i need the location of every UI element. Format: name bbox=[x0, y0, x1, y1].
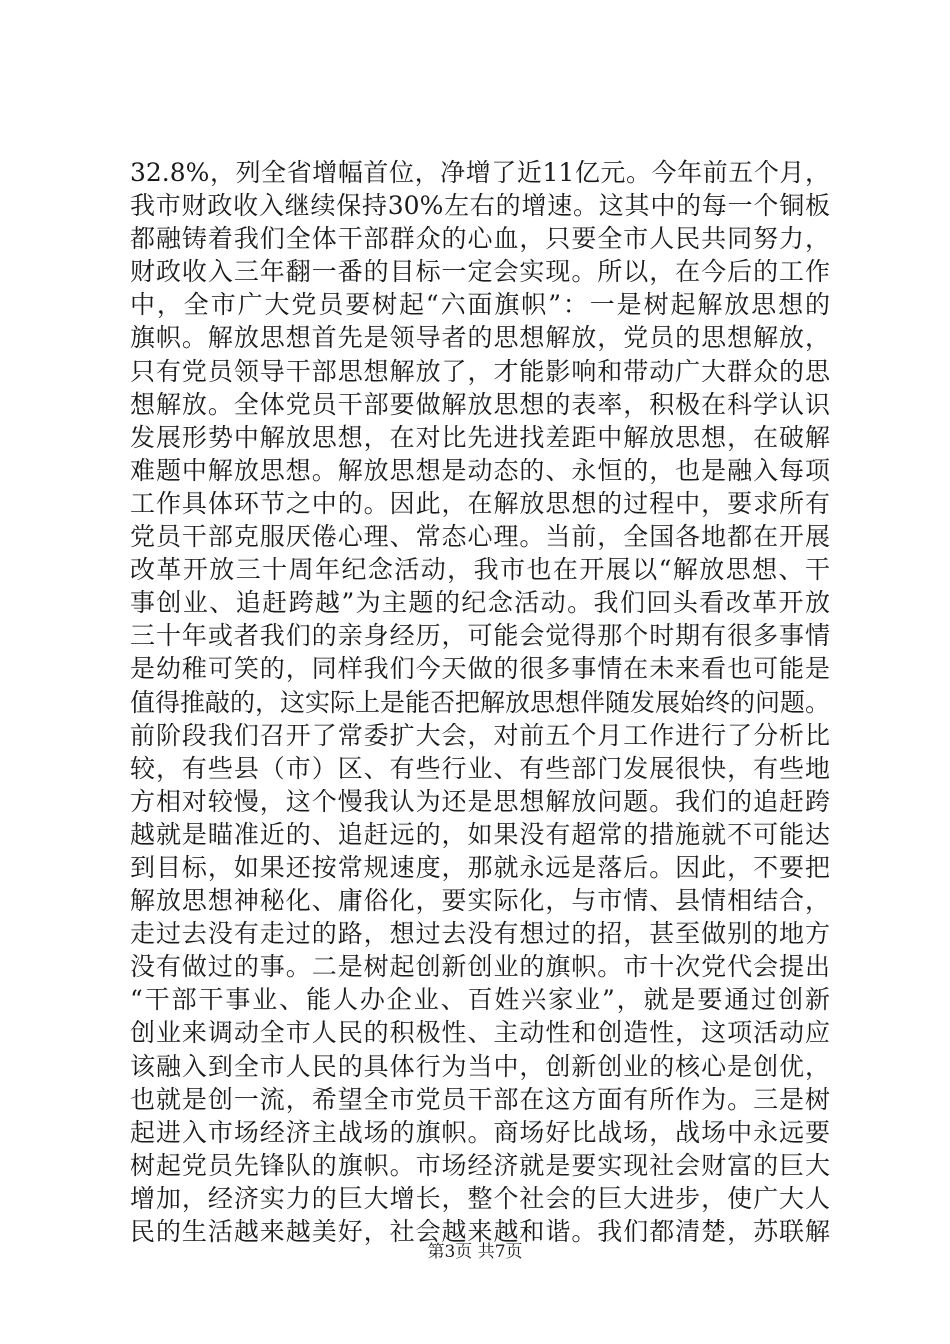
text-line: 民的生活越来越美好，社会越来越和谐。我们都清楚，苏联解 bbox=[130, 1217, 830, 1246]
text-line: 三十年或者我们的亲身经历，可能会觉得那个时期有很多事情 bbox=[130, 621, 830, 651]
text-line: 只有党员领导干部思想解放了，才能影响和带动广大群众的思 bbox=[130, 356, 830, 386]
text-line: 越就是瞄准近的、追赶远的，如果没有超常的措施就不可能达 bbox=[130, 819, 830, 849]
text-line: 都融铸着我们全体干部群众的心血，只要全市人民共同努力， bbox=[130, 224, 830, 254]
page-footer: 第3页 共7页 bbox=[427, 1242, 523, 1262]
text-line: 增加，经济实力的巨大增长，整个社会的巨大进步，使广大人 bbox=[130, 1183, 830, 1213]
body-text bbox=[130, 156, 830, 1248]
text-line: 难题中解放思想。解放思想是动态的、永恒的，也是融入每项 bbox=[130, 455, 830, 485]
text-line: 起进入市场经济主战场的旗帜。商场好比战场，战场中永远要 bbox=[130, 1117, 830, 1147]
text-line: 想解放。全体党员干部要做解放思想的表率，积极在科学认识 bbox=[130, 389, 830, 419]
text-line: 值得推敲的，这实际上是能否把解放思想伴随发展始终的问题。 bbox=[130, 687, 831, 717]
text-line: 没有做过的事。二是树起创新创业的旗帜。市十次党代会提出 bbox=[130, 952, 830, 982]
text-line: 走过去没有走过的路，想过去没有想过的招，甚至做别的地方 bbox=[130, 919, 830, 949]
text-line: 方相对较慢，这个慢我认为还是思想解放问题。我们的追赶跨 bbox=[130, 786, 830, 816]
text-line: 事创业、追赶跨越”为主题的纪念活动。我们回头看改革开放 bbox=[130, 588, 830, 618]
text-line: 我市财政收入继续保持30%左右的增速。这其中的每一个铜板 bbox=[130, 191, 830, 221]
text-line: 财政收入三年翻一番的目标一定会实现。所以，在今后的工作 bbox=[130, 257, 830, 287]
text-line: 32.8%，列全省增幅首位，净增了近11亿元。今年前五个月， bbox=[130, 158, 830, 187]
text-line: “干部干事业、能人办企业、百姓兴家业”，就是要通过创新 bbox=[130, 985, 830, 1015]
text-line: 树起党员先锋队的旗帜。市场经济就是要实现社会财富的巨大 bbox=[130, 1150, 830, 1180]
text-line: 工作具体环节之中的。因此，在解放思想的过程中，要求所有 bbox=[130, 488, 830, 518]
text-line: 创业来调动全市人民的积极性、主动性和创造性，这项活动应 bbox=[130, 1018, 830, 1048]
text-line: 较，有些县（市）区、有些行业、有些部门发展很快，有些地 bbox=[130, 753, 830, 783]
text-line: 改革开放三十周年纪念活动，我市也在开展以“解放思想、干 bbox=[130, 555, 830, 585]
text-line: 解放思想神秘化、庸俗化，要实际化，与市情、县情相结合， bbox=[130, 886, 830, 916]
text-line: 该融入到全市人民的具体行为当中，创新创业的核心是创优， bbox=[130, 1051, 830, 1081]
text-line: 是幼稚可笑的，同样我们今天做的很多事情在未来看也可能是 bbox=[130, 654, 830, 684]
text-line: 旗帜。解放思想首先是领导者的思想解放，党员的思想解放， bbox=[130, 323, 830, 353]
text-line: 也就是创一流，希望全市党员干部在这方面有所作为。三是树 bbox=[130, 1084, 830, 1114]
text-line: 到目标，如果还按常规速度，那就永远是落后。因此，不要把 bbox=[130, 852, 830, 882]
text-line: 中，全市广大党员要树起“六面旗帜”：一是树起解放思想的 bbox=[130, 290, 830, 320]
text-line: 前阶段我们召开了常委扩大会，对前五个月工作进行了分析比 bbox=[130, 720, 830, 750]
text-line: 发展形势中解放思想，在对比先进找差距中解放思想，在破解 bbox=[130, 422, 830, 452]
text-line: 党员干部克服厌倦心理、常态心理。当前，全国各地都在开展 bbox=[130, 522, 830, 552]
